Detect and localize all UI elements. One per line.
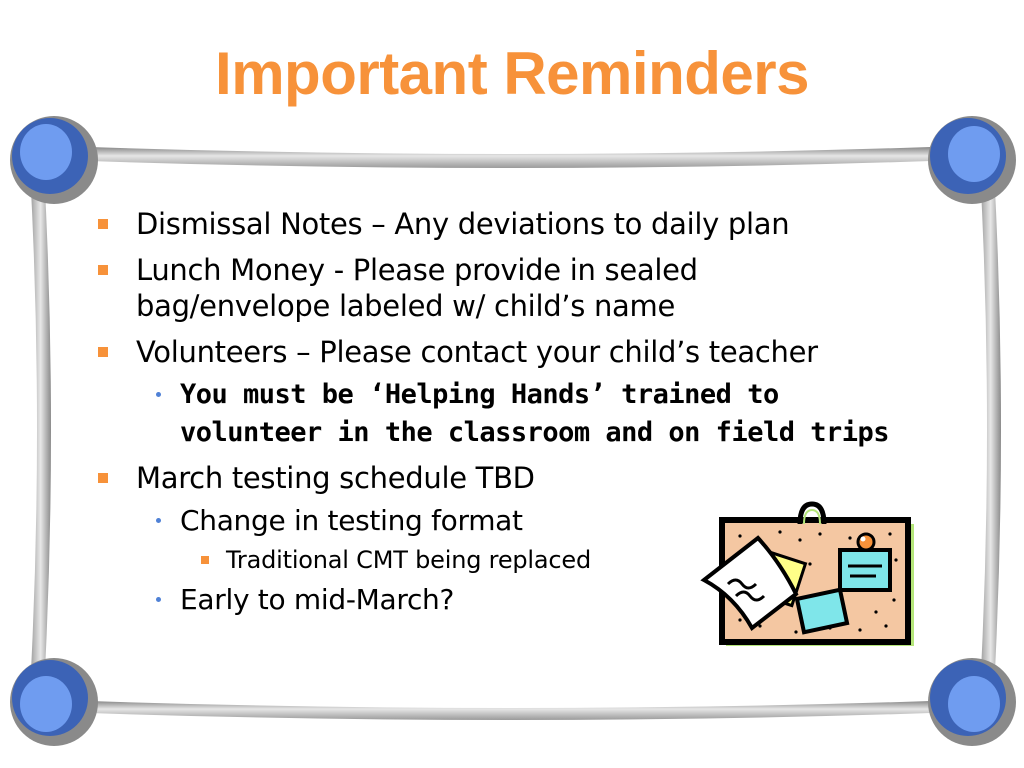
bullet-text: Dismissal Notes – Any deviations to daily plan [136, 207, 790, 241]
square-bullet-icon [98, 347, 108, 357]
square-bullet-icon [98, 219, 108, 229]
bullet-text: March testing schedule TBD [136, 461, 535, 495]
scroll-roller-icon [4, 110, 100, 210]
square-bullet-icon [98, 473, 108, 483]
sub-bullet-text: Change in testing format [180, 504, 523, 537]
square-bullet-icon [201, 556, 209, 564]
sub-sub-bullet-text: Traditional CMT being replaced [226, 546, 591, 574]
bullet-text: Lunch Money - Please provide in sealed bag/envelope labeled w/ child’s name [136, 253, 698, 323]
dot-bullet-icon [156, 392, 161, 397]
bullet-item [96, 206, 936, 242]
scroll-roller-icon [922, 110, 1018, 210]
bullet-item [96, 460, 936, 496]
sub-bullet-item [96, 376, 936, 452]
bullet-item [96, 252, 776, 324]
dot-bullet-icon [156, 597, 161, 602]
bullet-text: Volunteers – Please contact your child’s teacher [136, 335, 818, 369]
slide-title: Important Reminders [215, 40, 809, 107]
dot-bullet-icon [156, 518, 161, 523]
bulletin-board-icon [700, 500, 915, 648]
sub-bullet-text: Early to mid-March? [180, 583, 455, 616]
sub-bullet-text: You must be ‘Helping Hands’ trained to volunteer in the classroom and on field trips [180, 379, 889, 448]
bullet-item [96, 334, 936, 370]
scroll-roller-icon [4, 652, 100, 752]
square-bullet-icon [98, 265, 108, 275]
scroll-roller-icon [922, 652, 1018, 752]
